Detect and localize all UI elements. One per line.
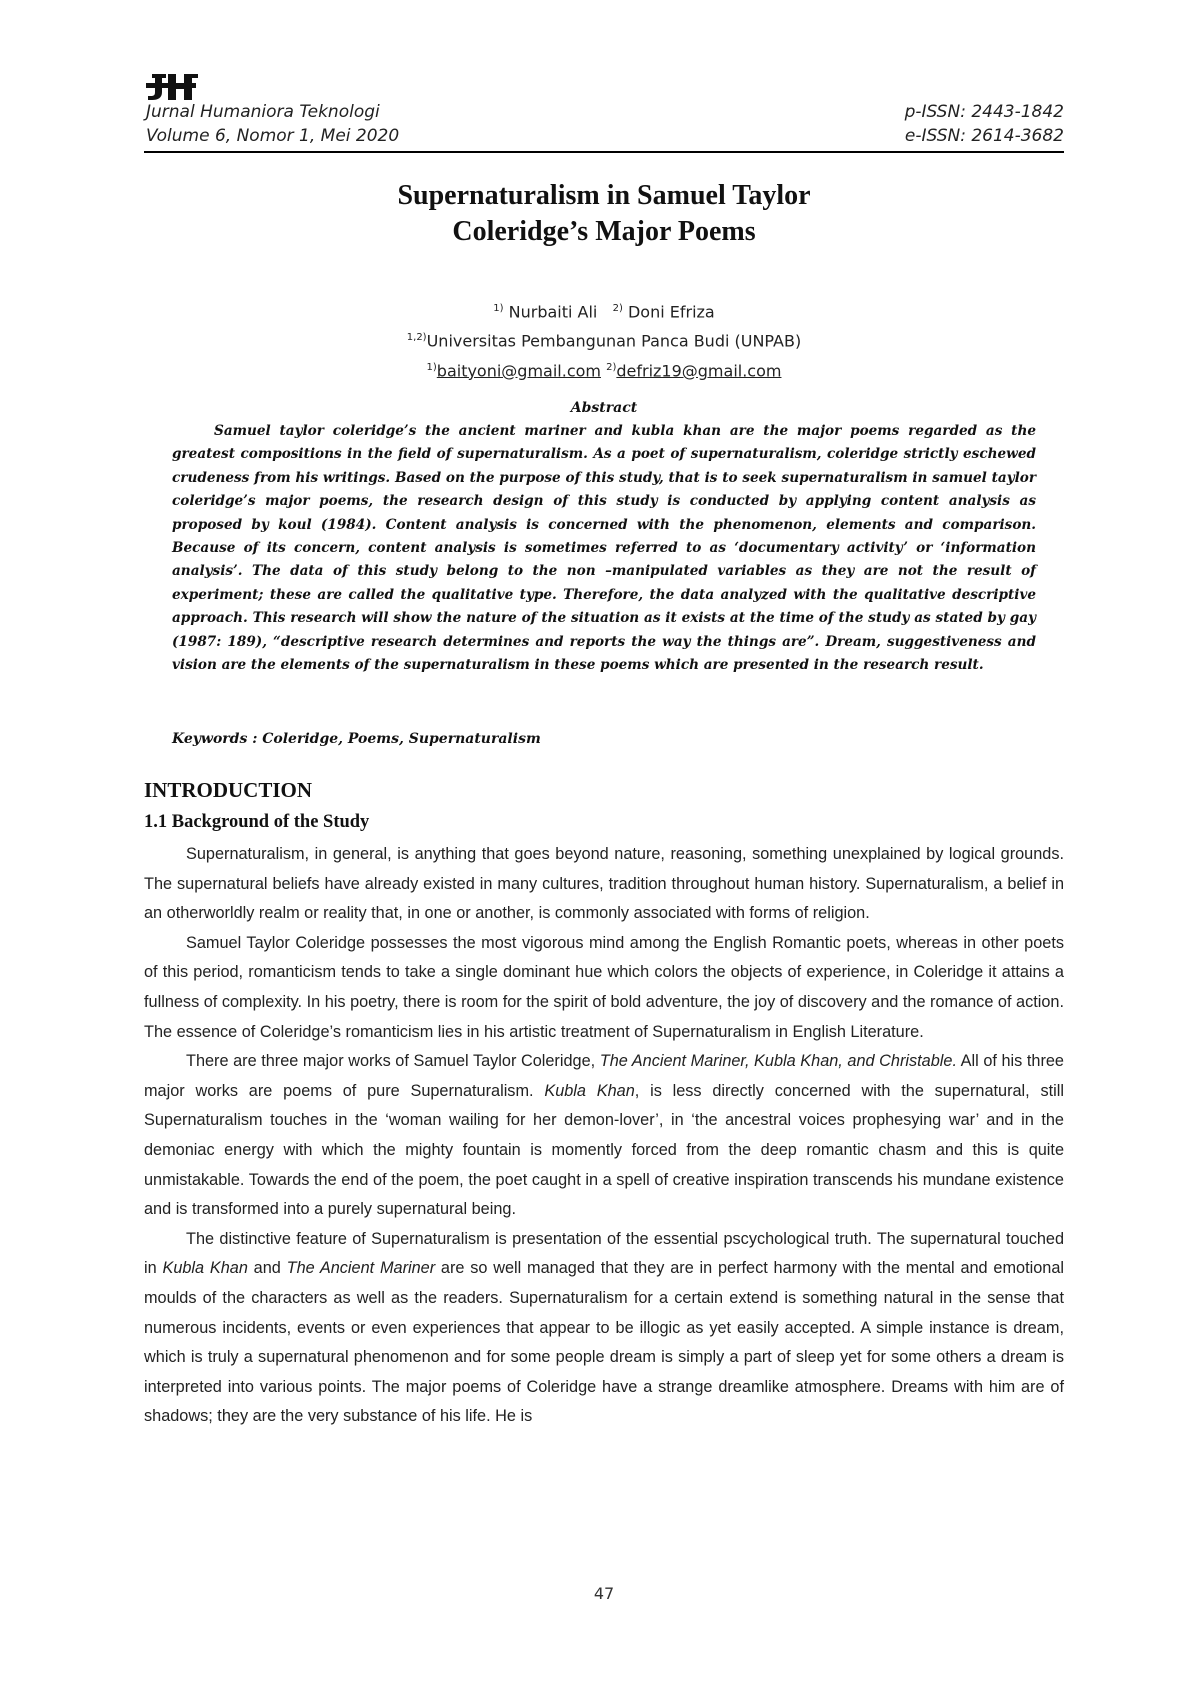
email-link-2[interactable]: defriz19@gmail.com <box>616 360 782 380</box>
subsection-heading: 1.1 Background of the Study <box>144 812 370 832</box>
author-1: Nurbaiti Ali <box>508 302 598 322</box>
author2-mark: 2) <box>612 303 623 314</box>
journal-info <box>146 100 399 148</box>
p3-works-title: The Ancient Mariner, Kubla Khan, and Christable. <box>599 1052 957 1071</box>
p4-text-e: are so well managed that they are in perfect harmony with the mental and emotional moulds of the characters as well as the readers. Supernaturalism for a certain extend is something natural in the sense that numerous incidents, events or even experiences that appear to be illogic as yet easily accepted. A simple instance is dream, which is truly a supernatural phenomenon and for some people dream is simply a part of sleep yet for some others a dream is interpreted into various points. The major poems of Coleridge have a strange dreamlike atmosphere. Dreams with him are of shadows; they are the very substance of his life. He is <box>144 1259 1064 1426</box>
paragraph-3 <box>144 1047 1064 1225</box>
journal-name: Jurnal Humaniora Teknologi <box>146 102 380 122</box>
p4-text-c: and <box>247 1259 287 1278</box>
p3-kubla-khan: Kubla Khan <box>544 1081 635 1100</box>
title-line-2: Coleridge’s Major Poems <box>452 216 756 247</box>
email-link-1[interactable]: baityoni@gmail.com <box>436 360 601 380</box>
header-rule <box>144 151 1064 153</box>
paragraph-1: Supernaturalism, in general, is anything that goes beyond nature, reasoning, something unexplained by logical grounds. The supernatural beliefs have already existed in many cultures, tradition throughout human history. Supernaturalism, a belief in an otherworldly realm or reality that, in one or another, is commonly associated with forms of religion. <box>144 845 1064 923</box>
journal-logo <box>144 70 200 102</box>
abstract-heading: Abstract <box>570 400 638 416</box>
email2-mark: 2) <box>606 361 617 373</box>
author1-mark: 1) <box>493 303 504 314</box>
abstract-text: Samuel taylor coleridge’s the ancient mariner and kubla khan are the major poems regarded as the greatest compositions in the field of supernaturalism. As a poet of supernaturalism, coleridge strictly eschewed crudeness from his writings. Based on the purpose of this study, that is to seek supernaturalism in samuel taylor coleridge’s major poems, the research design of this study is conducted by applying content analysis as proposed by koul (1984). Content analysis is concerned with the phenomenon, elements and comparison. Because of its concern, content analysis is sometimes referred to as ‘documentary activity’ or ‘information analysis’. The data of this study belong to the non –manipulated variables as they are not the result of experiment; these are called the qualitative type. Therefore, the data analyzed with the qualitative descriptive approach. This research will show the nature of the situation as it exists at the time of the study as stated by gay (1987: 189), “descriptive research determines and reports the way the things are”. Dream, suggestiveness and vision are the elements of the supernaturalism in these poems which are presented in the research result. <box>172 423 1036 674</box>
p-issn: p-ISSN: 2443-1842 <box>904 102 1064 122</box>
p3-text-a: There are three major works of Samuel Taylor Coleridge, <box>186 1052 600 1071</box>
p4-kubla-khan: Kubla Khan <box>162 1259 248 1278</box>
body-text <box>144 840 1064 1432</box>
author-block <box>144 296 1064 384</box>
p3-text-e: , is less directly concerned with the supernatural, still Supernaturalism touches in the ‘woman wailing for her demon-lover’, in ‘the ancestral voices prophesying war’ and in the demoniac energy with which the mighty fountain is momently forced from the deep romantic chasm and this is quite unmistakable. Towards the end of the poem, the poet caught in a spell of creative inspiration transcends his mundane existence and is transformed into a purely supernatural being. <box>144 1081 1064 1219</box>
issn-info <box>905 100 1064 148</box>
affiliation: Universitas Pembangunan Panca Budi (UNPAB) <box>426 331 802 351</box>
author-names <box>144 296 1064 325</box>
page-number: 47 <box>593 1584 615 1603</box>
affiliation-mark: 1,2) <box>406 332 427 344</box>
paper-title <box>144 178 1064 250</box>
journal-volume: Volume 6, Nomor 1, Mei 2020 <box>146 126 400 146</box>
paragraph-2: Samuel Taylor Coleridge possesses the most vigorous mind among the English Romantic poets, whereas in other poets of this period, romanticism tends to take a single dominant hue which colors the objects of experience, in Coleridge it attains a fullness of complexity. In his poetry, there is room for the spirit of bold adventure, the joy of discovery and the romance of action. The essence of Coleridge’s romanticism lies in his artistic treatment of Supernaturalism in English Literature. <box>144 933 1064 1041</box>
p3-text-c: All of his three major works are poems of pure Supernaturalism. <box>144 1052 1064 1100</box>
section-heading: INTRODUCTION <box>144 778 313 802</box>
p4-text-a: The distinctive feature of Supernaturalism is presentation of the essential pscychological truth. The supernatural touched in <box>144 1229 1064 1278</box>
title-line-1: Supernaturalism in Samuel Taylor <box>397 180 811 211</box>
affiliation-line <box>144 325 1064 354</box>
p4-ancient-mariner: The Ancient Mariner <box>286 1259 436 1278</box>
author-2: Doni Efriza <box>627 302 715 322</box>
e-issn: e-ISSN: 2614-3682 <box>904 126 1064 146</box>
paragraph-4 <box>144 1225 1064 1432</box>
keywords: Keywords : Coleridge, Poems, Supernaturalism <box>172 731 541 747</box>
email1-mark: 1) <box>426 361 437 373</box>
email-line <box>144 355 1064 384</box>
